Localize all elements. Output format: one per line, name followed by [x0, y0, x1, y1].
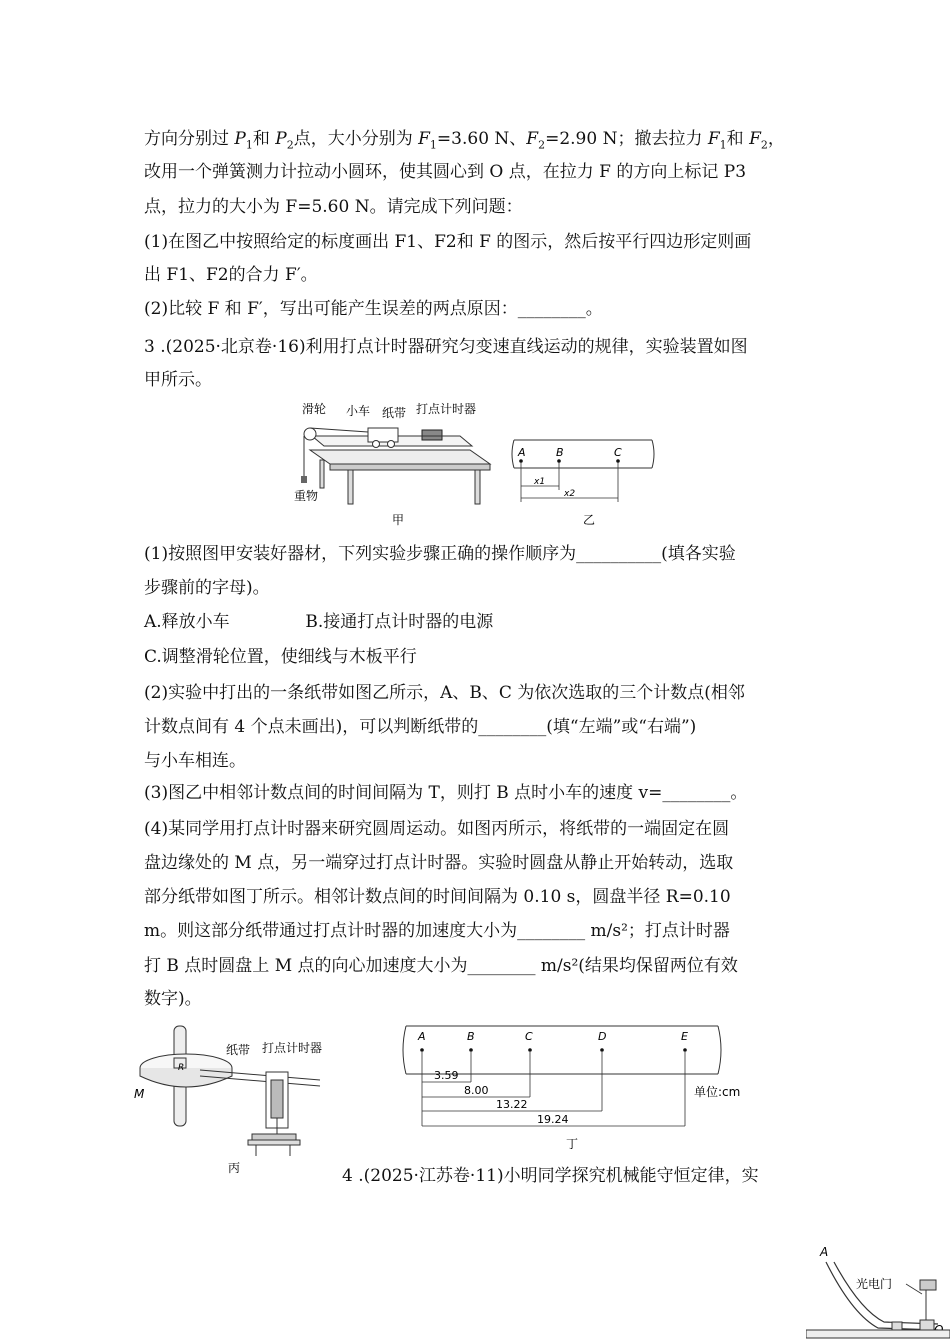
distance-label: 13.22: [496, 1098, 528, 1111]
paragraph-line: 步骤前的字母)。: [144, 578, 270, 598]
distance-label: 19.24: [537, 1113, 569, 1126]
figure-jia-apparatus: [290, 398, 500, 530]
label-timer-bing: 打点计时器: [262, 1041, 323, 1055]
label-cart: 小车: [346, 404, 371, 418]
paragraph-line: (1)按照图甲安装好器材，下列实验步骤正确的操作顺序为__________(填各实验: [144, 544, 736, 564]
paragraph-line: 与小车相连。: [144, 751, 246, 771]
paragraph-line: (4)某同学用打点计时器来研究圆周运动。如图丙所示，将纸带的一端固定在圆: [144, 819, 730, 839]
paragraph-line: 数字)。: [144, 989, 202, 1009]
label-x1: x1: [534, 477, 546, 487]
paragraph-line: 点，拉力的大小为 F=5.60 N。请完成下列问题：: [144, 197, 523, 217]
paragraph-line: 甲所示。: [144, 370, 212, 390]
figure-yi-tape: [506, 434, 656, 532]
distance-label: 8.00: [464, 1084, 489, 1097]
paragraph-line: 方向分别过 $P_1$和 $P_2$点，大小分别为 $F_1=3.60$ N、$F_2=2.90$ N；撤去拉力 $F_1$和 $F_2$，: [144, 129, 785, 152]
label-photogate: 光电门: [856, 1277, 893, 1291]
paragraph-line: (2)比较 F 和 F′，写出可能产生误差的两点原因：________。: [144, 299, 603, 319]
label-timer: 打点计时器: [416, 402, 477, 416]
figure-bing-caption: 丙: [228, 1161, 241, 1175]
label-x2: x2: [564, 489, 576, 499]
label-a: A: [820, 1245, 829, 1259]
paragraph-line: 盘边缘处的 M 点，另一端穿过打点计时器。实验时圆盘从静止开始转动，选取: [144, 853, 734, 873]
figure-jia-caption: 甲: [392, 513, 405, 527]
label-m: M: [134, 1087, 145, 1101]
paragraph-line: 改用一个弹簧测力计拉动小圆环，使其圆心到 O 点，在拉力 F 的方向上标记 P3: [144, 162, 747, 182]
point-label-c: C: [525, 1030, 533, 1043]
question-4-heading: 4 .(2025·江苏卷·11)小明同学探究机械能守恒定律，实: [342, 1166, 759, 1186]
paragraph-line: (3)图乙中相邻计数点间的时间间隔为 T，则打 B 点时小车的速度 v=________。: [144, 783, 748, 803]
paragraph-line: (2)实验中打出的一条纸带如图乙所示，A、B、C 为依次选取的三个计数点(相邻: [144, 683, 745, 703]
label-weight: 重物: [294, 489, 319, 503]
figure-ding-caption: 丁: [566, 1137, 579, 1151]
point-label-b: B: [467, 1030, 475, 1043]
option-line: C.调整滑轮位置，使细线与木板平行: [144, 647, 417, 667]
distance-label: 3.59: [434, 1069, 459, 1082]
paragraph-line: 部分纸带如图丁所示。相邻计数点间的时间间隔为 0.10 s，圆盘半径 R=0.10: [144, 887, 731, 907]
point-label-c: C: [614, 446, 622, 459]
option-line: A.释放小车 B.接通打点计时器的电源: [144, 612, 494, 632]
paragraph-line: (1)在图乙中按照给定的标度画出 F1、F2和 F 的图示，然后按平行四边形定则画: [144, 232, 752, 252]
figure-track-photogate: [806, 1240, 950, 1344]
question-3-heading: 3 .(2025·北京卷·16)利用打点计时器研究匀变速直线运动的规律，实验装置如图: [144, 337, 748, 357]
label-r: R: [178, 1063, 185, 1073]
label-pulley: 滑轮: [302, 402, 327, 416]
paragraph-line: 打 B 点时圆盘上 M 点的向心加速度大小为________ m/s²(结果均保留两位有效: [144, 956, 738, 976]
point-label-e: E: [681, 1030, 688, 1043]
unit-label: 单位:cm: [694, 1085, 741, 1099]
paragraph-line: 出 F1、F2的合力 F′。: [144, 265, 318, 285]
paragraph-line: 计数点间有 4 个点未画出)，可以判断纸带的________(填“左端”或“右端”): [144, 717, 697, 737]
point-label-a: A: [518, 446, 526, 459]
point-label-a: A: [418, 1030, 426, 1043]
point-label-b: B: [556, 446, 564, 459]
label-tape-bing: 纸带: [226, 1043, 251, 1057]
figure-ding-tape: [396, 1022, 752, 1154]
paragraph-line: m。则这部分纸带通过打点计时器的加速度大小为________ m/s²；打点计时器: [144, 921, 730, 941]
label-tape: 纸带: [382, 406, 407, 420]
point-label-d: D: [598, 1030, 607, 1043]
figure-yi-caption: 乙: [583, 513, 596, 527]
figure-bing-disk: [130, 1022, 330, 1178]
